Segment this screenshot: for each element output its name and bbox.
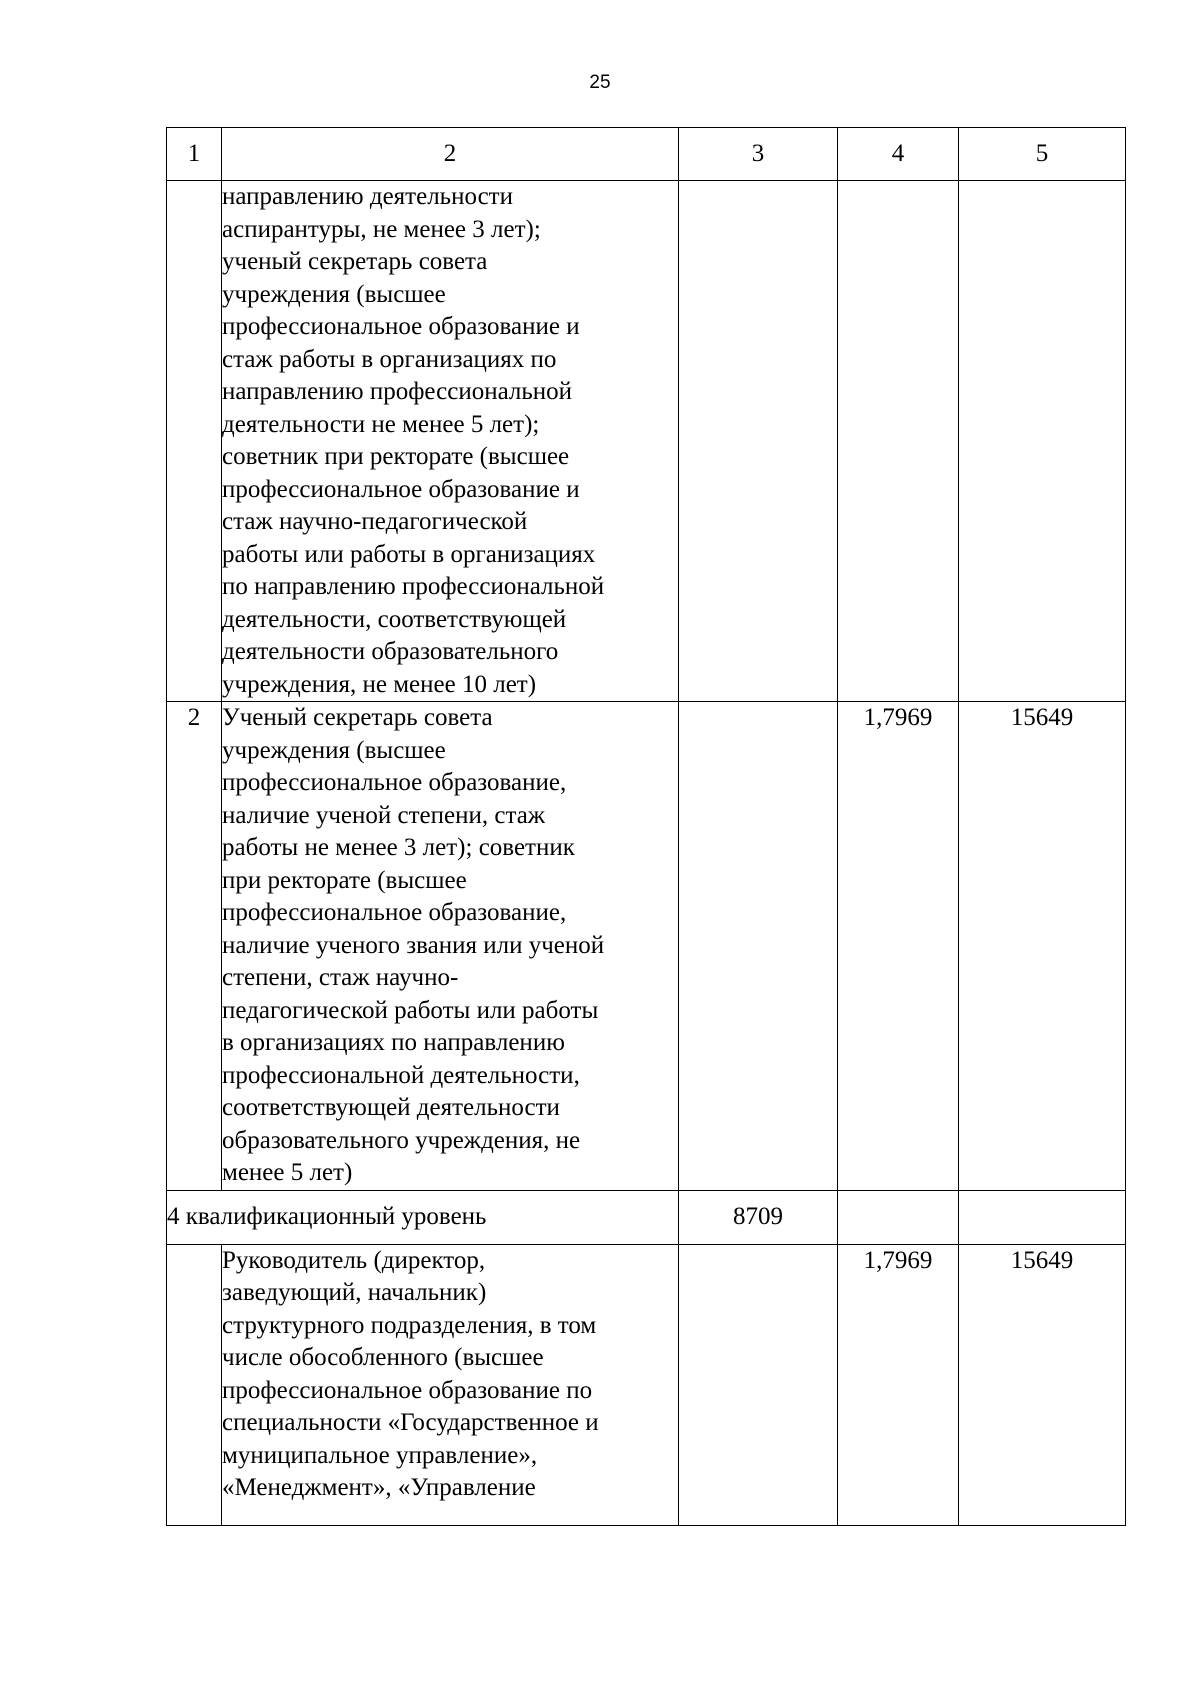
text-line: структурного подразделения, в том bbox=[222, 1311, 597, 1339]
text-line: менее 5 лет) bbox=[222, 1159, 353, 1186]
coefficient-cell bbox=[838, 1190, 959, 1244]
text-line: советник при ректорате (высшее bbox=[222, 443, 570, 470]
row-number: 2 bbox=[167, 702, 222, 1191]
base-salary-cell bbox=[679, 702, 838, 1191]
coefficient-cell: 1,7969 bbox=[838, 1244, 959, 1525]
text-line: муниципальное управление», bbox=[222, 1441, 538, 1469]
text-line: работы или работы в организациях bbox=[222, 540, 596, 568]
column-number-2: 2 bbox=[222, 128, 679, 181]
position-description bbox=[222, 181, 679, 702]
salary-table bbox=[166, 127, 1126, 1526]
text-line: наличие ученого звания или ученой bbox=[222, 931, 605, 959]
salary-cell bbox=[959, 1190, 1126, 1244]
salary-cell bbox=[959, 181, 1126, 702]
text-line: в организациях по направлению bbox=[222, 1029, 565, 1056]
text-line: работы не менее 3 лет); советник bbox=[222, 834, 575, 861]
text-line: Руководитель (директор, bbox=[222, 1246, 486, 1274]
position-description bbox=[222, 702, 679, 1191]
text-line: по направлению профессиональной bbox=[222, 573, 605, 600]
qualification-level-label: 4 квалификационный уровень bbox=[167, 1190, 679, 1244]
text-line: деятельности образовательного bbox=[222, 638, 559, 665]
text-line: при ректорате (высшее bbox=[222, 866, 467, 894]
text-line: стаж работы в организациях по bbox=[222, 345, 557, 373]
coefficient-cell bbox=[838, 181, 959, 702]
row-number bbox=[167, 1244, 222, 1525]
text-line: учреждения (высшее bbox=[222, 280, 446, 308]
text-line: степени, стаж научно- bbox=[222, 964, 459, 991]
text-line: профессиональное образование по bbox=[222, 1376, 593, 1404]
text-line: стаж научно-педагогической bbox=[222, 508, 528, 535]
text-line: наличие ученой степени, стаж bbox=[222, 801, 546, 829]
column-number-3: 3 bbox=[679, 128, 838, 181]
salary-cell: 15649 bbox=[959, 1244, 1126, 1525]
row-number bbox=[167, 181, 222, 702]
text-line: заведующий, начальник) bbox=[222, 1279, 487, 1306]
coefficient-cell: 1,7969 bbox=[838, 702, 959, 1191]
text-line: направлению деятельности bbox=[222, 183, 513, 210]
text-line: учреждения, не менее 10 лет) bbox=[222, 670, 537, 698]
text-line: профессиональное образование и bbox=[222, 475, 580, 503]
salary-cell: 15649 bbox=[959, 702, 1126, 1191]
text-line: соответствующей деятельности bbox=[222, 1094, 560, 1121]
table-row bbox=[167, 1244, 1126, 1525]
text-line: профессиональной деятельности, bbox=[222, 1061, 580, 1089]
text-line: педагогической работы или работы bbox=[222, 996, 599, 1024]
base-salary-cell bbox=[679, 1244, 838, 1525]
text-line: ученый секретарь совета bbox=[222, 248, 488, 275]
column-number-4: 4 bbox=[838, 128, 959, 181]
text-line: направлению профессиональной bbox=[222, 378, 573, 405]
qualification-level-base-salary: 8709 bbox=[679, 1190, 838, 1244]
text-line: профессиональное образование, bbox=[222, 769, 567, 796]
text-line: аспирантуры, не менее 3 лет); bbox=[222, 215, 541, 243]
column-number-1: 1 bbox=[167, 128, 222, 181]
text-line: Ученый секретарь совета bbox=[222, 704, 493, 731]
text-line: деятельности, соответствующей bbox=[222, 605, 567, 633]
column-number-5: 5 bbox=[959, 128, 1126, 181]
text-line: деятельности не менее 5 лет); bbox=[222, 410, 540, 438]
page-number: 25 bbox=[589, 72, 611, 93]
position-description bbox=[222, 1244, 679, 1525]
base-salary-cell bbox=[679, 181, 838, 702]
table-row bbox=[167, 702, 1126, 1191]
text-line: профессиональное образование и bbox=[222, 313, 580, 340]
text-line: числе обособленного (высшее bbox=[222, 1344, 544, 1371]
text-line: профессиональное образование, bbox=[222, 899, 567, 926]
text-line: учреждения (высшее bbox=[222, 736, 446, 764]
text-line: специальности «Государственное и bbox=[222, 1409, 599, 1436]
text-line: «Менеджмент», «Управление bbox=[222, 1474, 536, 1501]
qualification-level-row bbox=[167, 1190, 1126, 1244]
table-header-row bbox=[167, 128, 1126, 181]
text-line: образовательного учреждения, не bbox=[222, 1126, 581, 1154]
table-row bbox=[167, 181, 1126, 702]
